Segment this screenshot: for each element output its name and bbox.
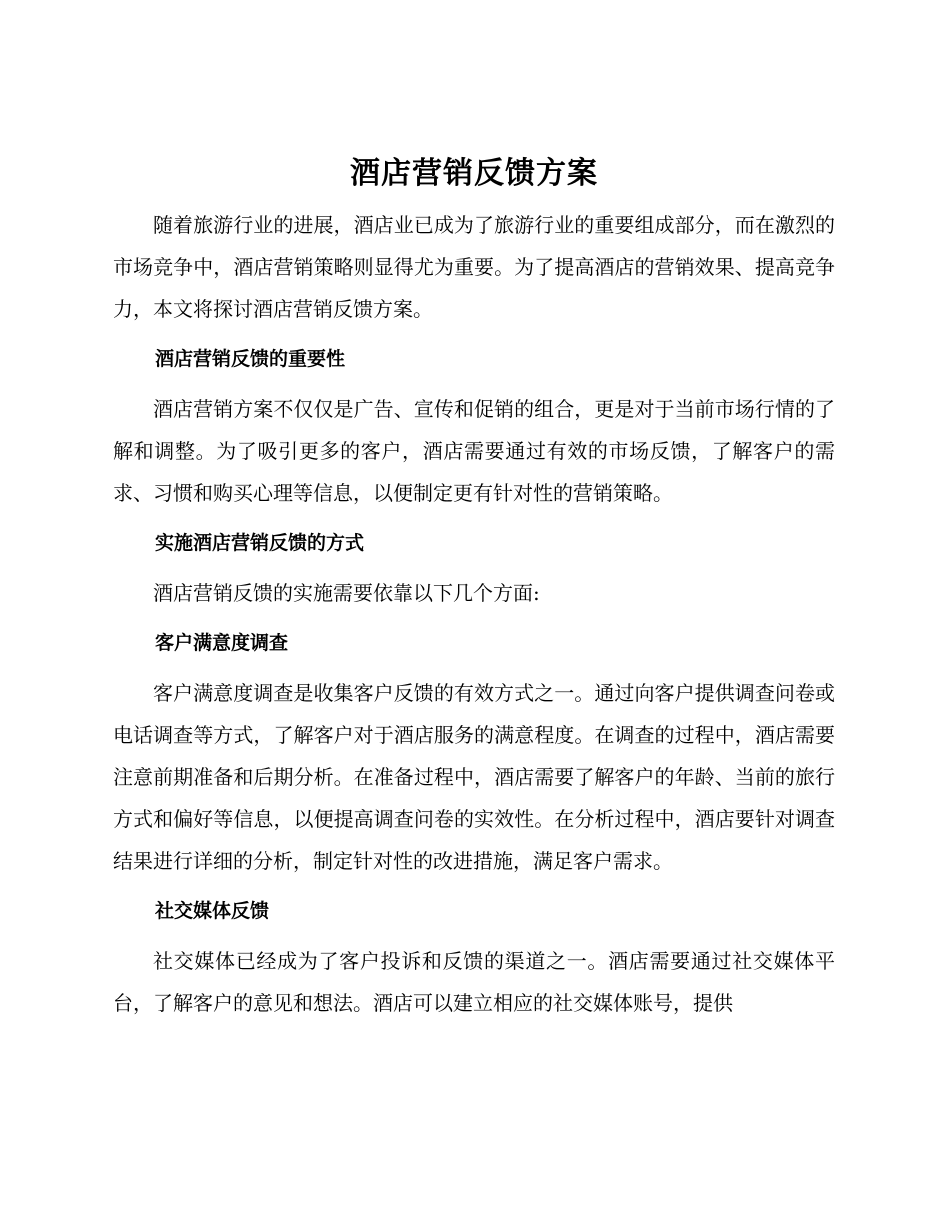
section-heading-methods: 实施酒店营销反馈的方式	[155, 532, 365, 554]
satisfaction-survey-paragraph: 客户满意度调查是收集客户反馈的有效方式之一。通过向客户提供调查问卷或电话调查等方式，了解客户对于酒店服务的满意程度。在调查的过程中，酒店需要注意前期准备和后期分析。在准备过程中，酒店需要了解客户的年龄、当前的旅行方式和偏好等信息，以便提高调查问卷的实效性。在分析过程中，酒店要针对调查结果进行详细的分析，制定针对性的改进措施，满足客户需求。	[113, 681, 835, 873]
section-heading-satisfaction-survey: 客户满意度调查	[155, 632, 289, 654]
intro-paragraph: 随着旅游行业的进展，酒店业已成为了旅游行业的重要组成部分，而在激烈的市场竞争中，酒店营销策略则显得尤为重要。为了提高酒店的营销效果、提高竞争力，本文将探讨酒店营销反馈方案。	[113, 213, 835, 321]
section-heading-importance: 酒店营销反馈的重要性	[155, 348, 346, 370]
social-media-paragraph: 社交媒体已经成为了客户投诉和反馈的渠道之一。酒店需要通过社交媒体平台，了解客户的意见和想法。酒店可以建立相应的社交媒体账号，提供	[113, 949, 835, 1015]
section-heading-social-media: 社交媒体反馈	[155, 900, 270, 922]
methods-paragraph: 酒店营销反馈的实施需要依靠以下几个方面:	[153, 581, 540, 605]
importance-paragraph: 酒店营销方案不仅仅是广告、宣传和促销的组合，更是对于当前市场行情的了解和调整。为了吸引更多的客户，酒店需要通过有效的市场反馈，了解客户的需求、习惯和购买心理等信息，以便制定更有针对性的营销策略。	[113, 397, 835, 505]
document-title: 酒店营销反馈方案	[350, 156, 598, 191]
